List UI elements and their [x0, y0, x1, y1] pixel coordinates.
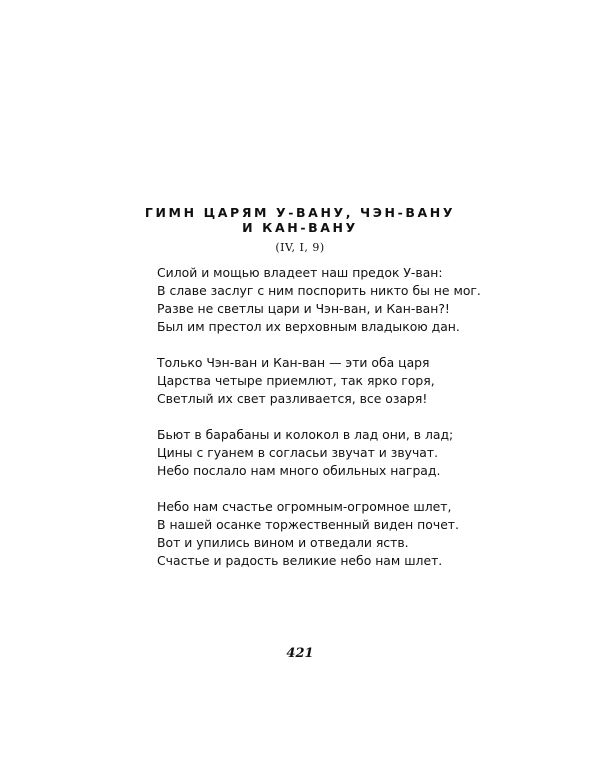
poem-line: Светлый их свет разливается, все озаря!: [157, 391, 428, 406]
poem-body: [157, 264, 481, 588]
poem-line: В славе заслуг с ним поспорить никто бы не мог.: [157, 283, 481, 298]
poem-line: Царства четыре приемлют, так ярко горя,: [157, 373, 435, 388]
poem-line: Вот и упились вином и отведали яств.: [157, 535, 409, 550]
poem-reference: (IV, I, 9): [275, 241, 325, 254]
poem-line: Был им престол их верховным владыкою дан.: [157, 319, 460, 334]
poem-line: Только Чэн-ван и Кан-ван — эти оба царя: [157, 355, 430, 370]
stanza-3: [157, 426, 467, 480]
poem-line: Счастье и радость великие небо нам шлет.: [157, 553, 443, 568]
stanza-1: [157, 264, 481, 336]
poem-line: Бьют в барабаны и колокол в лад они, в лад;: [157, 427, 454, 442]
poem-title: [0, 205, 600, 235]
poem-title-line-2: И КАН-ВАНУ: [242, 220, 358, 235]
poem-line: Силой и мощью владеет наш предок У-ван:: [157, 265, 443, 280]
poem-line: В нашей осанке торжественный виден почет.: [157, 517, 459, 532]
poem-line: Небо нам счастье огромным-огромное шлет,: [157, 499, 452, 514]
poem-line: Разве не светлы цари и Чэн-ван, и Кан-ван?!: [157, 301, 450, 316]
stanza-4: [157, 498, 467, 570]
poem-line: Небо послало нам много обильных наград.: [157, 463, 441, 478]
page-number: 421: [286, 646, 314, 661]
poem-line: Цины с гуанем в согласьи звучат и звучат.: [157, 445, 439, 460]
poem-title-line-1: ГИМН ЦАРЯМ У-ВАНУ, ЧЭН-ВАНУ: [144, 205, 456, 220]
stanza-2: [157, 354, 467, 408]
